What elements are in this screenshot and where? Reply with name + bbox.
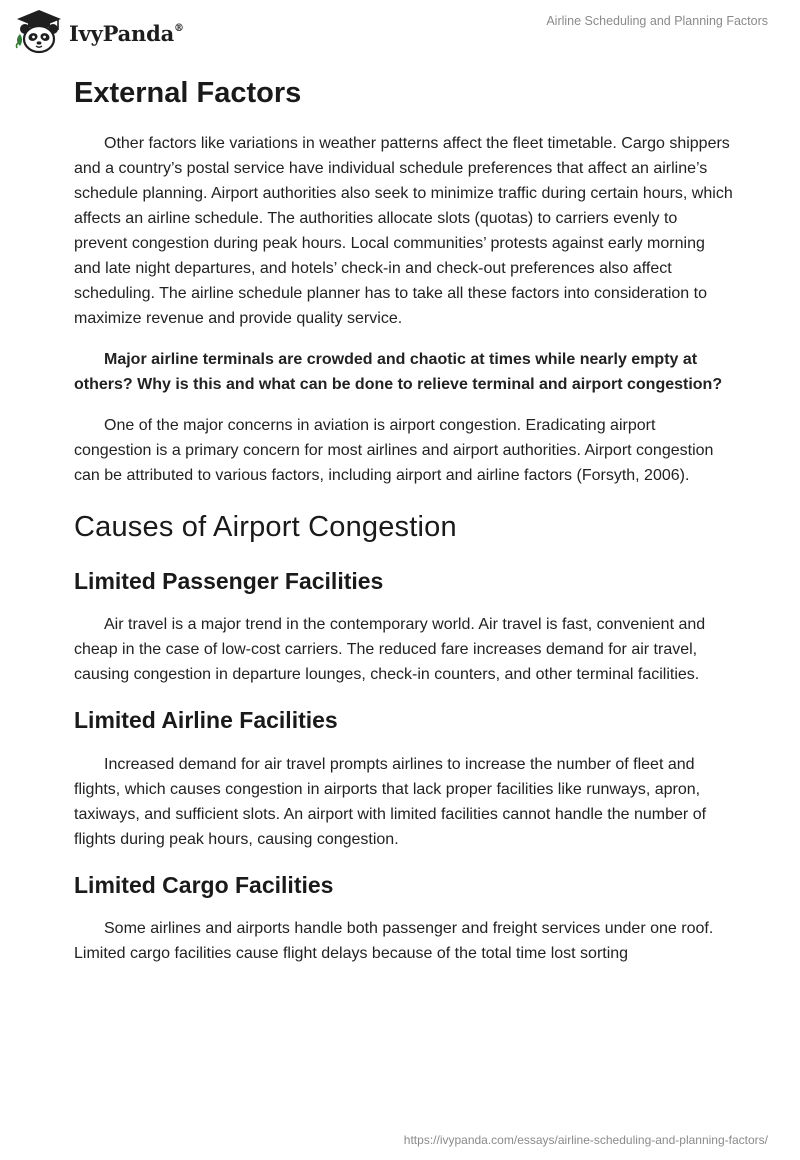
brand-name: IvyPanda®	[69, 20, 184, 46]
essay-content	[74, 68, 734, 966]
heading-limited-airline-facilities: Limited Airline Facilities	[74, 707, 338, 734]
source-url[interactable]: https://ivypanda.com/essays/airline-scheduling-and-planning-factors/	[403, 1133, 768, 1147]
document-title: Airline Scheduling and Planning Factors	[546, 14, 768, 28]
paragraph-passenger-facilities: Air travel is a major trend in the contemporary world. Air travel is fast, convenient and cheap in the case of low-cost carriers. The reduced fare increases demand for air travel, causing congestion in departure lounges, check-in counters, and other terminal facilities.	[74, 616, 706, 684]
heading-limited-cargo-facilities: Limited Cargo Facilities	[74, 871, 334, 898]
page-header	[0, 0, 800, 60]
heading-causes-of-congestion: Causes of Airport Congestion	[74, 510, 457, 543]
question-paragraph: Major airline terminals are crowded and chaotic at times while nearly empty at others? Why is this and what can be done to relieve terminal and airport congestion?	[74, 350, 723, 393]
panda-graduation-logo-icon	[14, 8, 64, 54]
heading-limited-passenger-facilities: Limited Passenger Facilities	[74, 567, 384, 594]
paragraph-answer: One of the major concerns in aviation is airport congestion. Eradicating airport congestion is a primary concern for most airlines and airport authorities. Airport congestion can be attributed to various factors, including airport and airline factors (Forsyth, 2006).	[74, 416, 714, 484]
brand-logo[interactable]	[14, 8, 184, 54]
paragraph-cargo-facilities: Some airlines and airports handle both passenger and freight services under one roof. Limited cargo facilities cause flight delays because of the total time lost sorting	[74, 920, 714, 963]
paragraph-external-factors: Other factors like variations in weather patterns affect the fleet timetable. Cargo shippers and a country’s postal service have individual schedule preferences that affect an airline’s schedule planning. Airport authorities also seek to minimize traffic during certain hours, which affects an airline schedule. The authorities allocate slots (quotas) to carriers evenly to prevent congestion during peak hours. Local communities’ protests against early morning and late night departures, and hotels’ check-in and check-out preferences also affect scheduling. The airline schedule planner has to take all these factors into consideration to maximize revenue and provide quality service.	[74, 134, 733, 327]
heading-external-factors: External Factors	[74, 77, 302, 109]
paragraph-airline-facilities: Increased demand for air travel prompts airlines to increase the number of fleet and flights, which causes congestion in airports that lack proper facilities like runways, apron, taxiways, and sufficient slots. An airport with limited facilities cannot handle the number of flights during peak hours, causing congestion.	[74, 755, 707, 848]
